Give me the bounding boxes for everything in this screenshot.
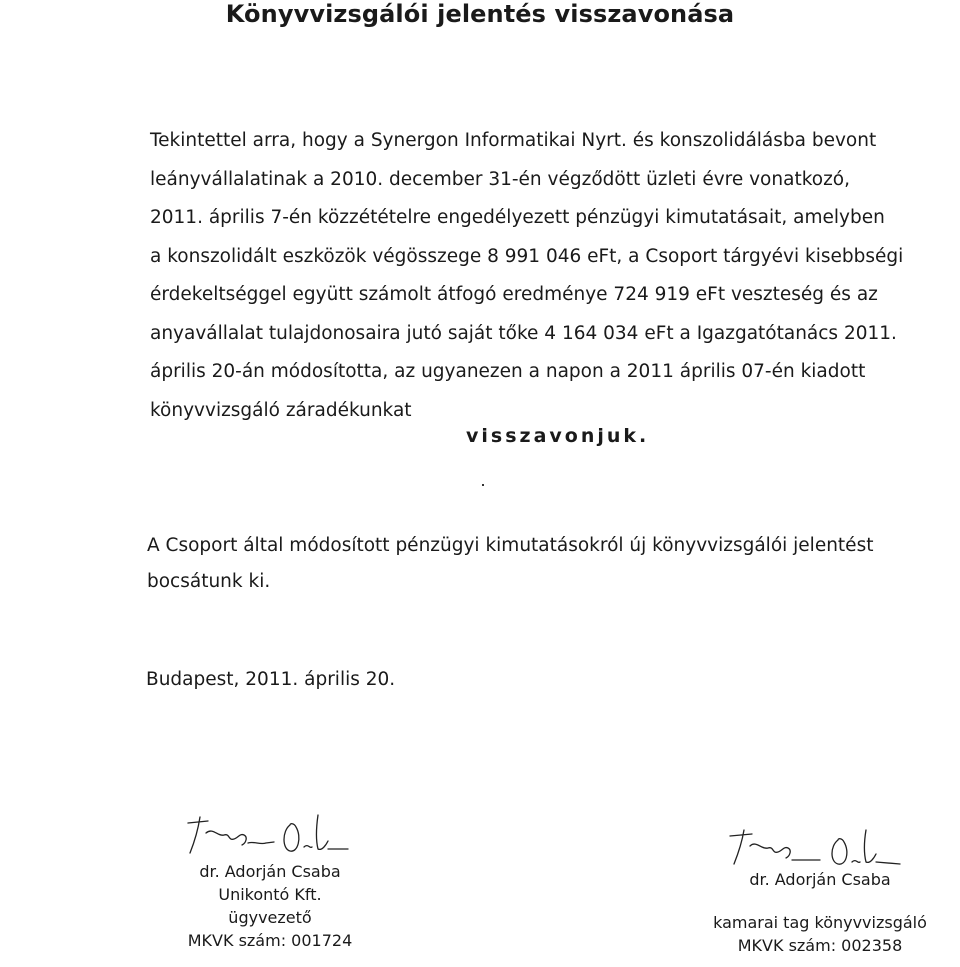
signature-block-left [165, 860, 375, 952]
signer-role: ügyvezető [228, 908, 312, 927]
main-paragraph [150, 122, 950, 430]
paragraph-line: a konszolidált eszközök végösszege 8 991 046 eFt, a Csoport tárgyévi kisebbségi [150, 245, 904, 267]
paragraph-line: anyavállalat tulajdonosaira jutó saját tőke 4 164 034 eFt a Igazgatótanács 2011. [150, 322, 897, 344]
paragraph-line: könyvvizsgáló záradékunkat [150, 399, 412, 421]
signer-name: dr. Adorján Csaba [749, 870, 891, 889]
paragraph-line: leányvállalatinak a 2010. december 31-én végződött üzleti évre vonatkozó, [150, 168, 850, 190]
scan-speck [482, 484, 484, 486]
signer-name: dr. Adorján Csaba [199, 862, 341, 881]
signature-block-right [700, 868, 940, 957]
revocation-statement: visszavonjuk. [466, 425, 650, 447]
paragraph-line: érdekeltséggel együtt számolt átfogó eredménye 724 919 eFt veszteség és az [150, 284, 878, 305]
document-title: Könyvvizsgálói jelentés visszavonása [225, 0, 735, 28]
handwritten-signature-left [178, 805, 358, 865]
signer-registration: MKVK szám: 001724 [187, 931, 353, 950]
paragraph-line: Tekintettel arra, hogy a Synergon Informatikai Nyrt. és konszolidálásba bevont [150, 130, 877, 151]
paragraph-line: bocsátunk ki. [147, 571, 271, 592]
signer-registration: MKVK szám: 002358 [737, 936, 903, 955]
signer-company: Unikontó Kft. [218, 885, 322, 904]
second-paragraph [147, 528, 947, 600]
signer-role: kamarai tag könyvvizsgáló [713, 913, 927, 932]
paragraph-line: április 20-án módosította, az ugyanezen a napon a 2011 április 07-én kiadott [150, 361, 866, 382]
paragraph-line: 2011. április 7-én közzétételre engedélyezett pénzügyi kimutatásait, amelyben [150, 207, 885, 228]
paragraph-line: A Csoport által módosított pénzügyi kimutatásokról új könyvvizsgálói jelentést [147, 535, 874, 556]
place-and-date: Budapest, 2011. április 20. [146, 669, 396, 690]
